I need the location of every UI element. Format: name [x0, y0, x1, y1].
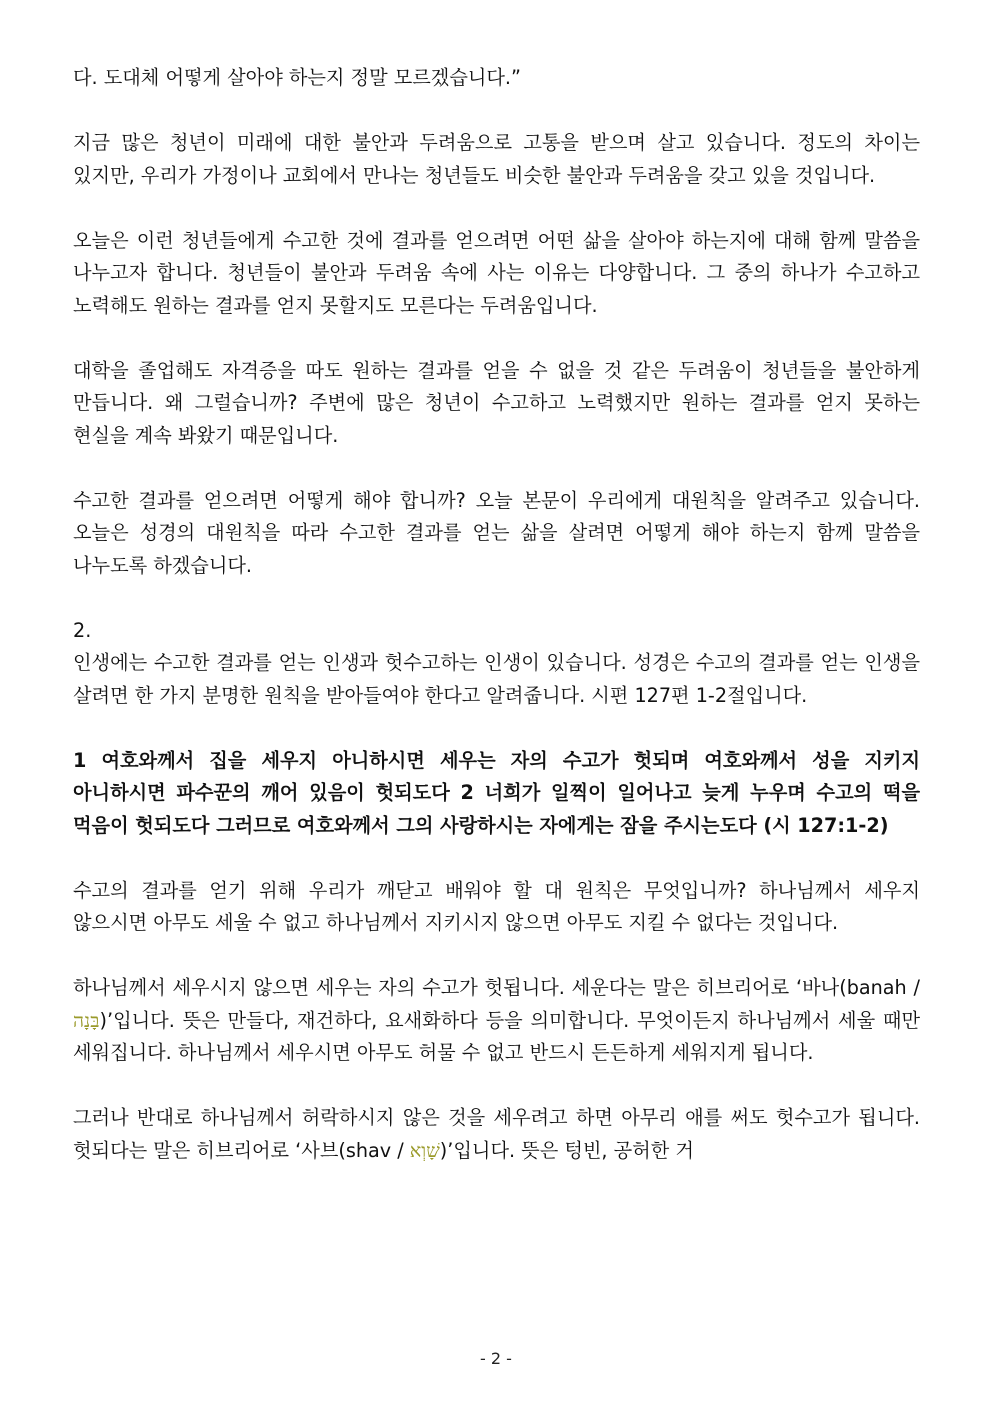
- paragraph-section-intro: 인생에는 수고한 결과를 얻는 인생과 헛수고하는 인생이 있습니다. 성경은 수고의 결과를 얻는 인생을 살려면 한 가지 분명한 원칙을 받아들여야 한다고 알려줍니다. 시편 127편 1-2절입니다.: [73, 651, 920, 707]
- paragraph-principle: 수고의 결과를 얻기 위해 우리가 깨닫고 배워야 할 대 원칙은 무엇입니까? 하나님께서 세우지 않으시면 아무도 세울 수 없고 하나님께서 지키시지 않으면 아무도 지킬 수 없다는 것입니다.: [73, 878, 920, 934]
- banah-text-before: 하나님께서 세우시지 않으면 세우는 자의 수고가 헛됩니다. 세운다는 말은 히브리어로 ‘바나(banah /: [73, 976, 920, 999]
- shav-text-before: 그러나 반대로 하나님께서 허락하시지 않은 것을 세우려고 하면 아무리 애를 써도 헛수고가 됩니다. 헛되다는 말은 히브리어로 ‘사브(shav /: [73, 1106, 920, 1162]
- paragraph-youth-anxiety: 지금 많은 청년이 미래에 대한 불안과 두려움으로 고통을 받으며 살고 있습니다. 정도의 차이는 있지만, 우리가 가정이나 교회에서 만나는 청년들도 비슷한 불안과 두려움을 갖고 있을 것입니다.: [73, 131, 920, 187]
- paragraph-continuation: 다. 도대체 어떻게 살아야 하는지 정말 모르겠습니다.”: [73, 66, 521, 89]
- paragraph-shav: [73, 1102, 920, 1167]
- banah-text-after: )’입니다. 뜻은 만들다, 재건하다, 요새화하다 등을 의미합니다. 무엇이든지 하나님께서 세울 때만 세워집니다. 하나님께서 세우시면 아무도 허물 수 없고 반드시 든든하게 세워지게 됩니다.: [73, 1008, 920, 1064]
- paragraph-today-topic: 오늘은 이런 청년들에게 수고한 것에 결과를 얻으려면 어떤 삶을 살아야 하는지에 대해 함께 말씀을 나누고자 합니다. 청년들이 불안과 두려움 속에 사는 이유는 다양합니다. 그 중의 하나가 수고하고 노력해도 원하는 결과를 얻지 못할지도 모른다는 두려움입니다.: [73, 228, 920, 317]
- shav-text-after: )’입니다. 뜻은 텅빈, 공허한 거: [439, 1138, 694, 1162]
- section-number: 2.: [73, 618, 92, 642]
- paragraph-fear-reason: 대학을 졸업해도 자격증을 따도 원하는 결과를 얻을 수 없을 것 같은 두려움이 청년들을 불안하게 만듭니다. 왜 그럴습니까? 주변에 많은 청년이 수고하고 노력했지만 원하는 결과를 얻지 못하는 현실을 계속 봐왔기 때문입니다.: [73, 358, 920, 447]
- document-body: [73, 62, 920, 1167]
- hebrew-word-shav: שָׁוְא: [409, 1138, 440, 1162]
- page-number: - 2 -: [480, 1349, 512, 1368]
- paragraph-banah: [73, 972, 920, 1070]
- paragraph-principle-intro: 수고한 결과를 얻으려면 어떻게 해야 합니까? 오늘 본문이 우리에게 대원칙을 알려주고 있습니다. 오늘은 성경의 대원칙을 따라 수고한 결과를 얻는 삶을 살려면 어떻게 해야 하는지 함께 말씀을 나누도록 하겠습니다.: [73, 488, 920, 577]
- scripture-quote: 1 여호와께서 집을 세우지 아니하시면 세우는 자의 수고가 헛되며 여호와께서 성을 지키지 아니하시면 파수꾼의 깨어 있음이 헛되도다 2 너희가 일찍이 일어나고 늦게 누우며 수고의 떡을 먹음이 헛되도다 그러므로 여호와께서 그의 사랑하시는 자에게는 잠을 주시는도다 (시 127:1-2): [73, 748, 920, 837]
- hebrew-word-banah: בָּנָה: [73, 1008, 100, 1032]
